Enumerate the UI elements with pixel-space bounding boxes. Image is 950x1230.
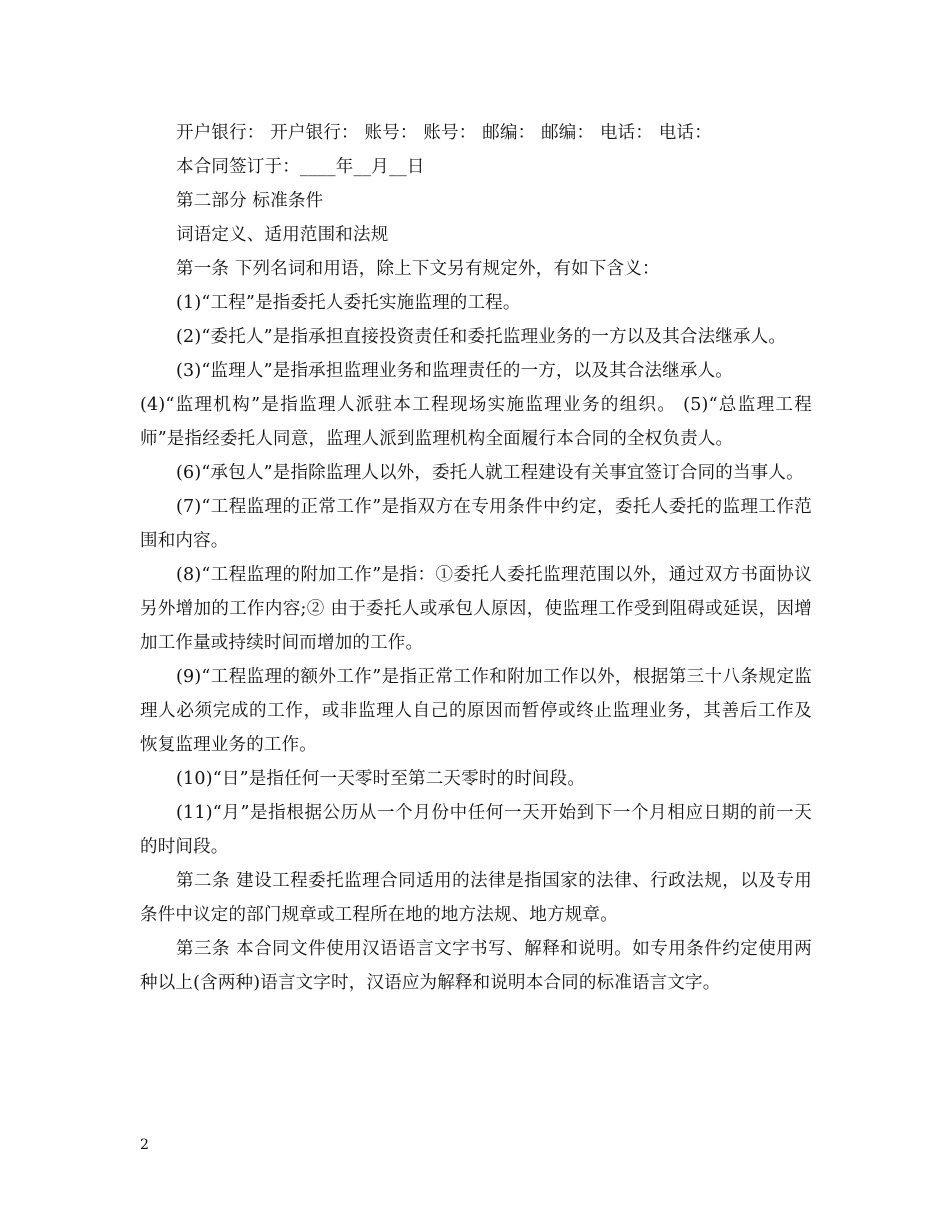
- subsection-heading: 词语定义、适用范围和法规: [176, 225, 389, 245]
- page-number: 2: [140, 1137, 149, 1153]
- section-heading: 第二部分 标准条件: [176, 191, 324, 211]
- signing-date-line: 本合同签订于：____年__月__日: [176, 157, 425, 177]
- definition-7: (7)“工程监理的正常工作”是指双方在专用条件中约定，委托人委托的监理工作范围和内容。: [140, 497, 812, 551]
- article-2: 第二条 建设工程委托监理合同适用的法律是指国家的法律、行政法规，以及专用条件中议定的部门规章或工程所在地的地方法规、地方规章。: [140, 871, 812, 925]
- bank-account-line: 开户银行： 开户银行： 账号： 账号： 邮编： 邮编： 电话： 电话：: [176, 123, 712, 143]
- definition-11: (11)“月”是指根据公历从一个月份中任何一天开始到下一个月相应日期的前一天的时间段。: [140, 803, 812, 857]
- definition-10: (10)“日”是指任何一天零时至第二天零时的时间段。: [176, 769, 586, 789]
- definition-6: (6)“承包人”是指除监理人以外，委托人就工程建设有关事宜签订合同的当事人。: [176, 463, 804, 483]
- definition-3: (3)“监理人”是指承担监理业务和监理责任的一方，以及其合法继承人。: [176, 361, 733, 381]
- article-1: 第一条 下列名词和用语，除上下文另有规定外，有如下含义：: [176, 259, 660, 279]
- definition-9: (9)“工程监理的额外工作”是指正常工作和附加工作以外，根据第三十八条规定监理人必须完成的工作，或非监理人自己的原因而暂停或终止监理业务，其善后工作及恢复监理业务的工作。: [140, 667, 812, 755]
- definition-1: (1)“工程”是指委托人委托实施监理的工程。: [176, 293, 521, 313]
- article-3: 第三条 本合同文件使用汉语语言文字书写、解释和说明。如专用条件约定使用两种以上(含两种)语言文字时，汉语应为解释和说明本合同的标准语言文字。: [140, 939, 812, 993]
- definition-2: (2)“委托人”是指承担直接投资责任和委托监理业务的一方以及其合法继承人。: [176, 327, 787, 347]
- definition-4-5: (4)“监理机构”是指监理人派驻本工程现场实施监理业务的组织。 (5)“总监理工程师”是指经委托人同意，监理人派到监理机构全面履行本合同的全权负责人。: [140, 395, 812, 449]
- document-body: [140, 116, 812, 1000]
- definition-8: (8)“工程监理的附加工作”是指：①委托人委托监理范围以外，通过双方书面协议另外增加的工作内容;② 由于委托人或承包人原因，使监理工作受到阻碍或延误，因增加工作量或持续时间而增加的工作。: [140, 565, 812, 653]
